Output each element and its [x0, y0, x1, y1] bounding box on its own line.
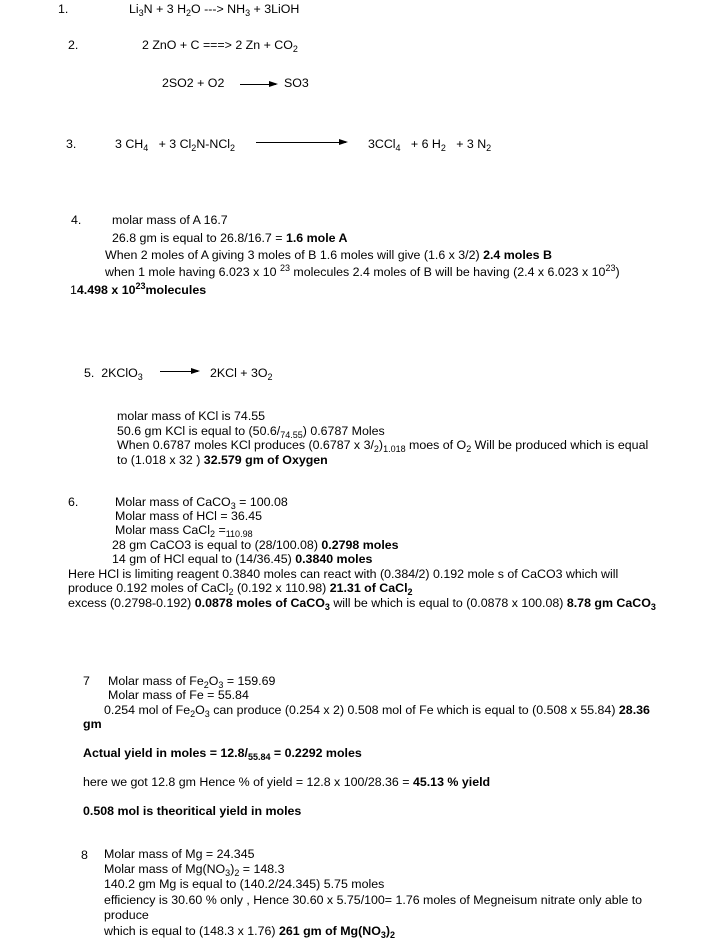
- q5-equation-rhs: $2KCl + 3O_2$: [210, 366, 273, 382]
- q8-number: 8: [81, 848, 88, 862]
- q2-equation-b-rhs: SO3: [284, 76, 309, 90]
- q4-line-3: When 2 moles of A giving 3 moles of B 1.6 moles will give (1.6 x 3/2) 2.4 moles B: [105, 248, 552, 262]
- q5-equation: 5. 2KClO$_3$: [84, 366, 143, 382]
- q7-line-3: 0.254 mol of $Fe_2O_3$ can produce (0.254 x 2) 0.508 mol of Fe which is equal to (0.508 x 55.84) 28.36: [104, 703, 650, 719]
- q5-line-3: When 0.6787 moles KCl produces (0.6787 x $3/_2)_{1.018}$ moes of $O_2$ Will be produced which is equal: [117, 438, 649, 454]
- q7-number: 7: [83, 674, 90, 688]
- q6-line-7: produce 0.192 moles of CaCl$_2$ (0.192 x 110.98) 21.31 of CaCl$_2$: [68, 581, 413, 597]
- q8-line-5: produce: [104, 908, 149, 922]
- reaction-arrow: [256, 142, 346, 143]
- reaction-arrow: [160, 371, 198, 372]
- q7-theoretical-yield: 0.508 mol is theoritical yield in moles: [83, 804, 302, 818]
- q8-line-2: Molar mass of $Mg(NO_3)_2 = 148.3$: [104, 862, 285, 878]
- q6-line-1: Molar mass of CaCO$_3$ = 100.08: [115, 495, 288, 511]
- q6-line-2: Molar mass of HCl = 36.45: [115, 509, 263, 523]
- q2-equation-a: 2 ZnO + C ===> 2 $Zn + CO_2$: [142, 38, 298, 54]
- q8-line-6: which is equal to (148.3 x 1.76) 261 gm of $Mg(NO_3)_2$: [104, 924, 396, 940]
- q4-number: 4.: [71, 213, 82, 227]
- q6-line-5: 14 gm of HCl equal to (14/36.45) 0.3840 moles: [112, 552, 373, 566]
- q7-line-2: Molar mass of Fe = 55.84: [108, 688, 249, 702]
- q6-line-4: 28 gm CaCO3 is equal to (28/100.08) 0.2798 moles: [112, 538, 399, 552]
- q8-line-1: Molar mass of Mg = 24.345: [104, 847, 255, 861]
- q6-line-8: excess (0.2798-0.192) 0.0878 moles of CaCO$_3$ will be which is equal to (0.0878 x 100.08) 8.78 gm CaCO$_3$: [68, 596, 656, 612]
- q1-number: 1.: [58, 2, 69, 16]
- q3-number: 3.: [66, 137, 77, 151]
- q5-line-4: to (1.018 x 32 ) 32.579 gm of Oxygen: [117, 453, 328, 467]
- q4-line-1: molar mass of A 16.7: [112, 213, 228, 227]
- q4-line-2: 26.8 gm is equal to 26.8/16.7 = 1.6 mole A: [112, 231, 348, 245]
- q7-line-1: Molar mass of $Fe_2O_3 = 159.69$: [108, 674, 276, 690]
- q8-line-4: efficiency is 30.60 % only , Hence 30.60 x 5.75/100= 1.76 moles of Megneisum nitrate only able to: [104, 893, 643, 907]
- q4-answer: 14.498 x $10^{23}molecules$: [70, 281, 207, 297]
- q7-line-4: gm: [83, 717, 102, 731]
- q4-line-4: when 1 mole having 6.023 x 10 $^{23}$ molecules 2.4 moles of B will be having (2.4 x 6.023 x $10^{23}$): [105, 263, 620, 279]
- q3-equation-rhs: 3CCl$_4$ + 6 $H_2$ + 3 $N_2$: [368, 137, 492, 153]
- q3-equation-lhs: 3 $CH_4$ + 3 $Cl_2N-NCl_2$: [115, 137, 236, 153]
- q6-line-3: Molar mass CaCl$_2$ $=_{110.98}$: [115, 523, 253, 539]
- q7-actual-yield: Actual yield in moles = $12.8/_{55.84} = 0.2292$ moles: [83, 746, 362, 762]
- q2-number: 2.: [68, 38, 79, 52]
- q7-percent-yield: here we got 12.8 gm Hence % of yield = 12.8 x 100/28.36 = 45.13 % yield: [83, 775, 491, 789]
- q1-equation: $Li_3N + 3$ $H_2O$ ---> $NH_3$ + 3LiOH: [129, 2, 300, 18]
- reaction-arrow: [240, 84, 276, 85]
- q8-line-3: 140.2 gm Mg is equal to (140.2/24.345) 5.75 moles: [104, 877, 385, 891]
- q5-line-1: molar mass of KCl is 74.55: [117, 409, 266, 423]
- q2-equation-b-lhs: 2SO2 + O2: [162, 76, 225, 90]
- q6-line-6: Here HCl is limiting reagent 0.3840 moles can react with (0.384/2) 0.192 mole s of CaCO3 which will: [68, 567, 619, 581]
- q6-number: 6.: [68, 495, 79, 509]
- q5-line-2: 50.6 gm KCl is equal to $(50.6/_{74.55})$ 0.6787 Moles: [117, 424, 385, 440]
